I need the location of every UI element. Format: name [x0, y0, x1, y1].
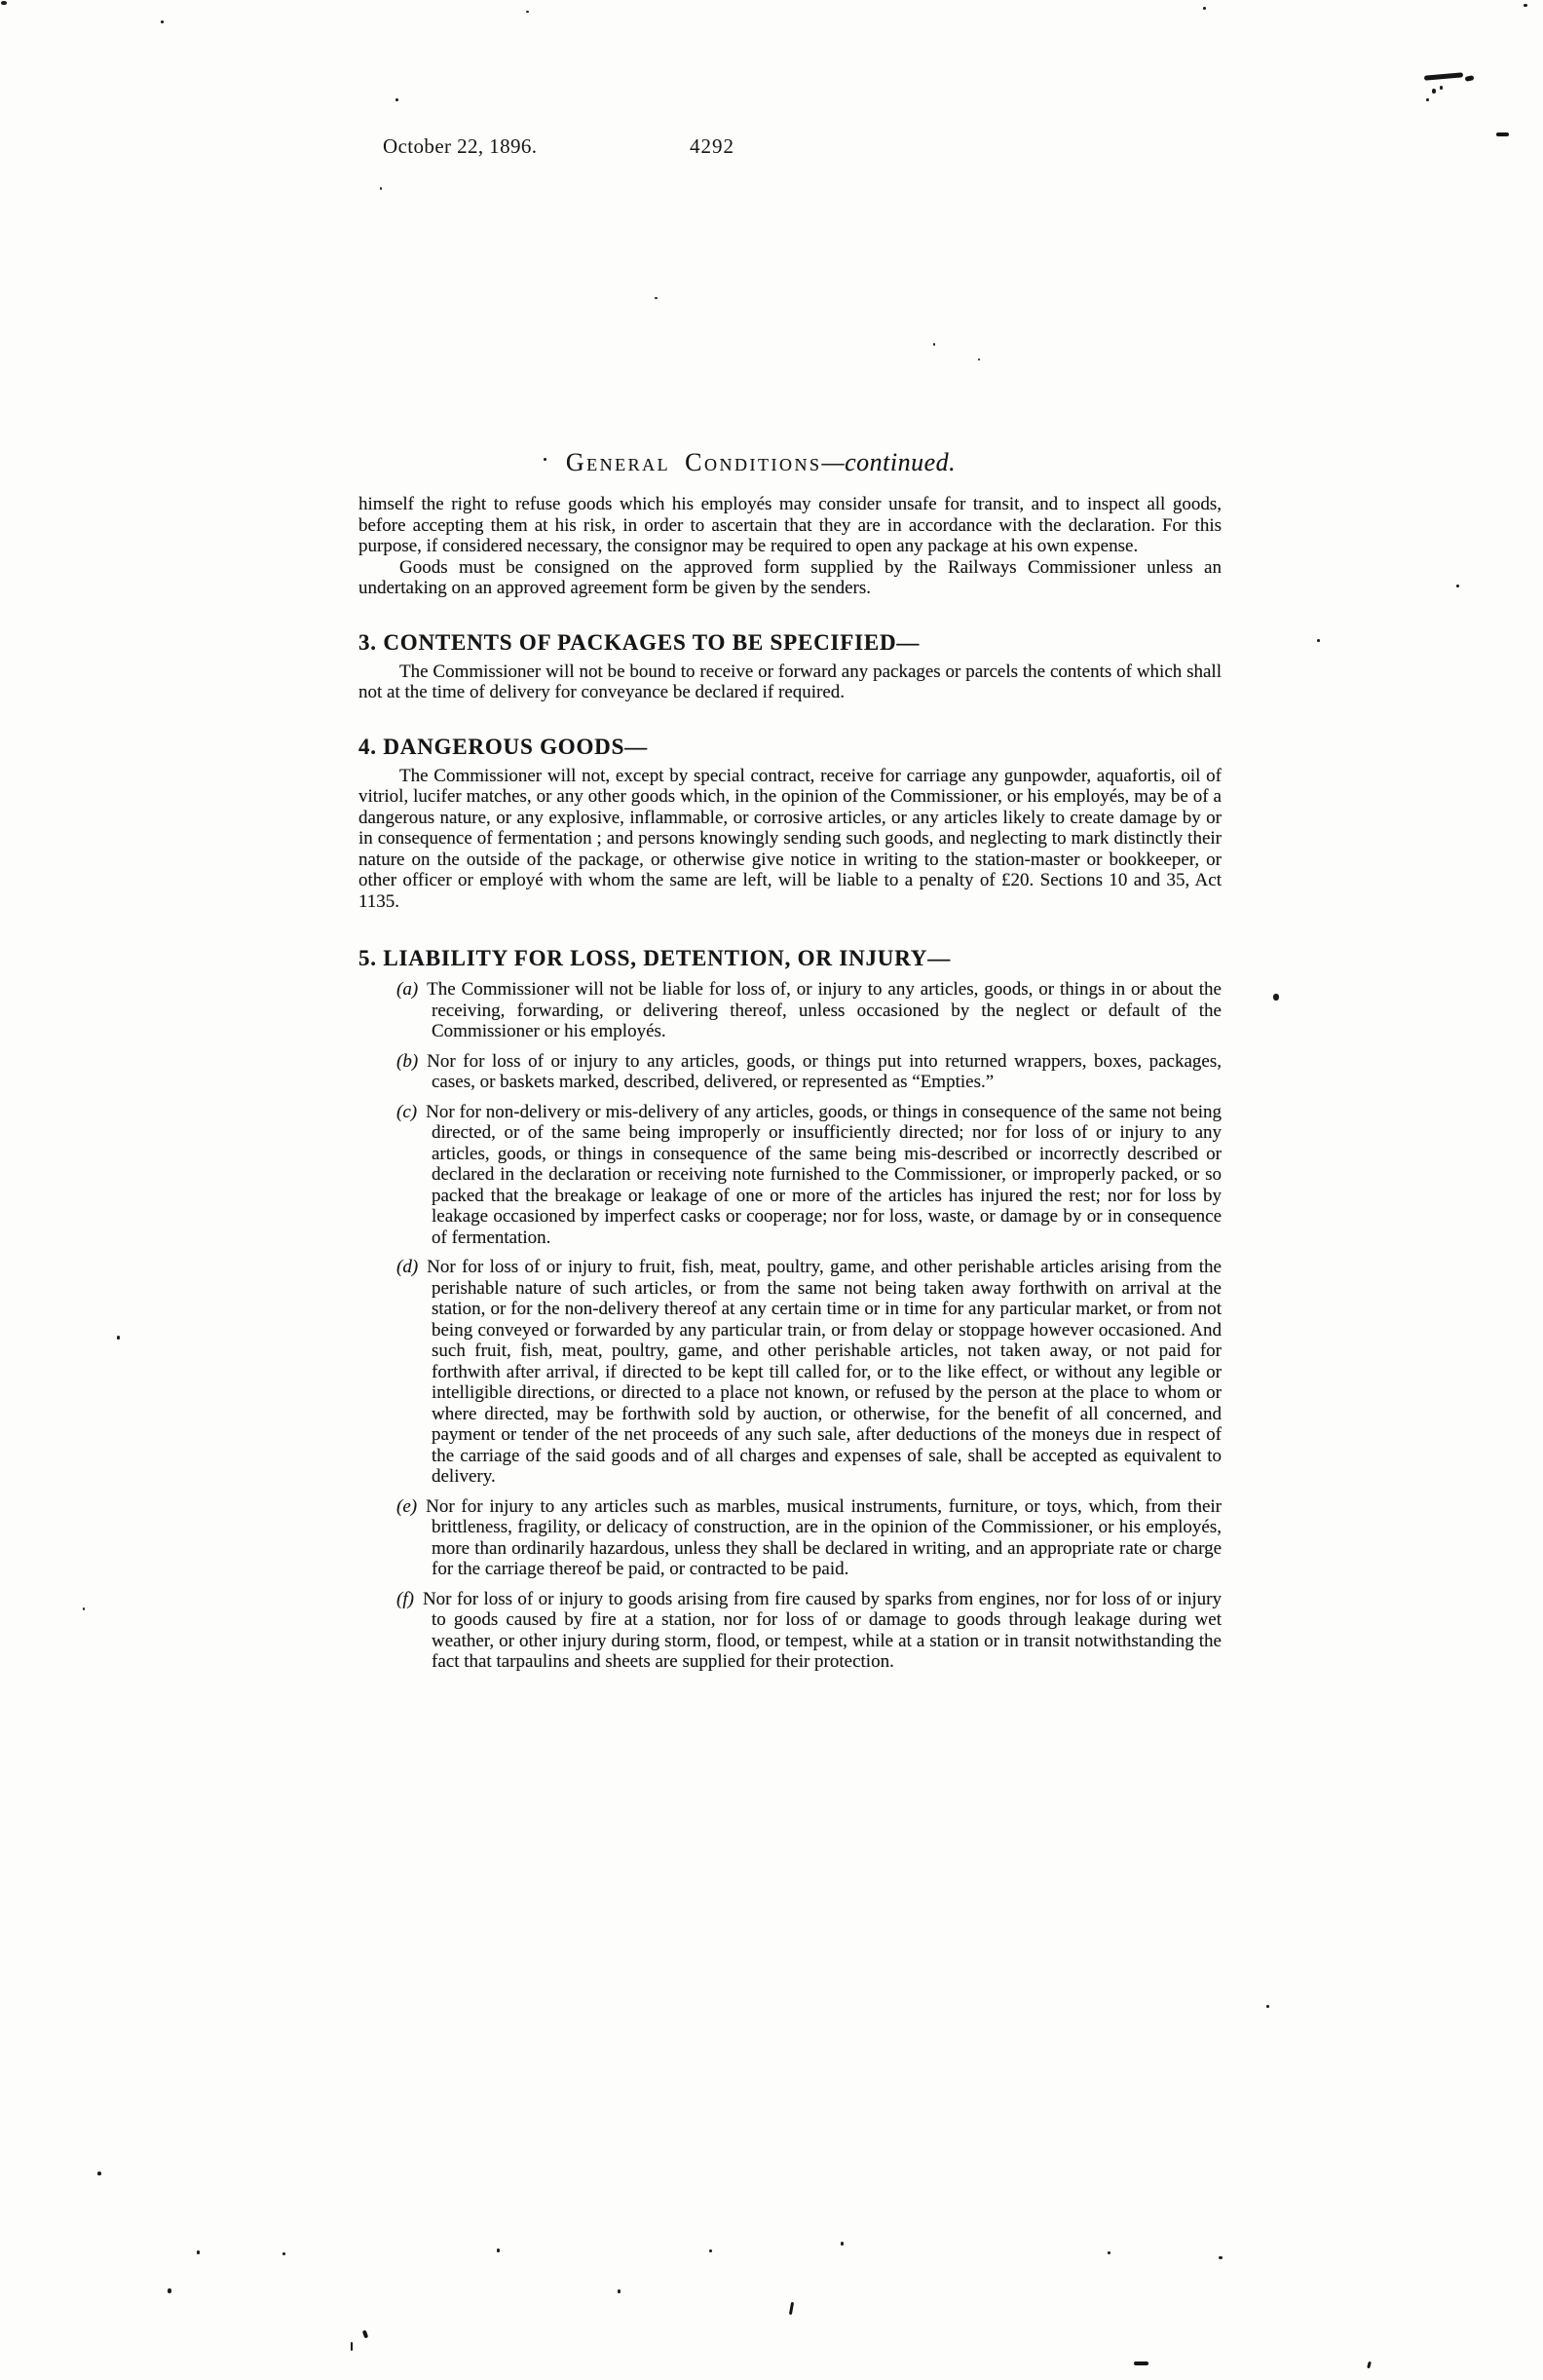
ink-speck: [97, 2172, 101, 2175]
clause-f: [358, 1589, 1222, 1673]
ink-speck: [1432, 89, 1436, 94]
clause-f-label: (f): [396, 1588, 414, 1609]
clause-e: [358, 1496, 1222, 1580]
clause-c-label: (c): [396, 1101, 418, 1122]
section3-body: The Commissioner will not be bound to receive or forward any packages or parcels the contents of which shall not at the time of delivery for conveyance be declared if required.: [358, 661, 1222, 702]
clause-f-text: Nor for loss of or injury to goods arising from fire caused by sparks from engines, nor for loss of or injury to goods caused by fire at a station, nor for loss of or damage to goods through leakage during wet weather, or other injury during storm, flood, or tempest, while at a station or in transit notwithstanding the fact that tarpaulins and sheets are supplied for their protection.: [422, 1588, 1222, 1672]
title-continued: —continued.: [821, 448, 957, 476]
ink-speck: [978, 359, 980, 360]
ink-speck: [1134, 2361, 1148, 2365]
heading-dangerous-goods: 4. DANGEROUS GOODS—: [358, 734, 648, 759]
title-general-conditions: General Conditions: [565, 448, 822, 476]
ink-speck: [161, 20, 164, 23]
ink-speck: [1456, 585, 1459, 587]
ink-speck: [168, 2288, 171, 2293]
ink-speck: [709, 2249, 712, 2252]
ink-speck: [1496, 132, 1509, 136]
clause-a-label: (a): [396, 979, 419, 1000]
clause-b-label: (b): [396, 1050, 419, 1072]
ink-speck: [1203, 7, 1206, 10]
ink-speck: [380, 187, 382, 190]
ink-speck: [841, 2242, 844, 2246]
ink-speck: [1317, 639, 1320, 642]
ink-speck: [1367, 2361, 1372, 2369]
intro-paragraph-continuation: himself the right to refuse goods which his employés may consider unsafe for transit, and to inspect all goods, before accepting them at his risk, in order to ascertain that they are in accordance with the declaration. For this purpose, if considered necessary, the consignor may be required to open any package at his own expense.: [358, 494, 1222, 556]
ink-speck: [1108, 2251, 1110, 2254]
ink-speck: [117, 1336, 120, 1340]
clause-d: [358, 1257, 1222, 1488]
clause-b-text: Nor for loss of or injury to any articles, goods, or things put into returned wrappers, boxes, packages, cases, or baskets marked, described, delivered, or represented as “Empties.”: [427, 1050, 1222, 1092]
clause-d-text: Nor for loss of or injury to fruit, fish, meat, poultry, game, and other perishable articles arising from the perishable nature of such articles, or from the same not being taken away forthwith on arrival at the station, or for the non-delivery thereof at any certain time or in time for any particular market, or from not being conveyed or forwarded by any particular train, or from delay or stoppage however occasioned. And such fruit, fish, meat, poultry, game, and other perishable articles, not taken away, or not paid for forthwith after arrival, if directed to be kept till called for, or to the like effect, or without any legible or intelligible directions, or directed to a place not known, or refused by the person at the place to whom or where directed, may be forthwith sold by auction, or otherwise, for the benefit of all concerned, and payment or tender of the net proceeds of any such sale, after deductions of the moneys due in respect of the carriage of the said goods and of all charges and expenses of sale, shall be accepted as equivalent to delivery.: [427, 1257, 1222, 1487]
ink-smudge: [1465, 75, 1475, 82]
intro-paragraph-consignment: Goods must be consigned on the approved form supplied by the Railways Commissioner unless an undertaking on an approved agreement form be given by the senders.: [358, 556, 1222, 598]
content-column: [358, 448, 1222, 1673]
clause-a-text: The Commissioner will not be liable for loss of, or injury to any articles, goods, or things in or about the receiving, forwarding, or delivering thereof, unless occasioned by the neglect or default of the Commissioner or his employés.: [427, 979, 1222, 1041]
ink-speck: [497, 2248, 500, 2252]
heading-contents-of-packages: 3. CONTENTS OF PACKAGES TO BE SPECIFIED—: [358, 629, 921, 655]
ink-speck: [1219, 2256, 1223, 2259]
clause-b: [358, 1051, 1222, 1093]
ink-speck: [351, 2342, 353, 2351]
ink-speck: [1, 1, 7, 5]
ink-speck: [1266, 2005, 1269, 2008]
ink-smudge: [1424, 72, 1463, 80]
ink-speck: [1524, 4, 1527, 7]
ink-speck: [789, 2302, 794, 2315]
ink-speck: [933, 343, 935, 346]
ink-speck: [1426, 98, 1429, 101]
clause-c: [358, 1102, 1222, 1249]
clause-e-text: Nor for injury to any articles such as marbles, musical instruments, furniture, or toys, which, from their brittleness, fragility, or delicacy of construction, are in the opinion of the Commissioner, or his employés, more than ordinarily hazardous, unless they shall be declared in writing, and an appropriate rate or charge for the carriage thereof be paid, or contracted to be paid.: [426, 1495, 1222, 1579]
ink-speck: [282, 2252, 285, 2255]
ink-speck: [83, 1607, 85, 1610]
ink-speck: [526, 11, 529, 13]
ink-speck: [655, 297, 658, 299]
clause-e-label: (e): [396, 1495, 418, 1517]
issue-date: October 22, 1896.: [383, 134, 538, 158]
ink-speck: [395, 98, 398, 101]
document-title: [358, 448, 1163, 477]
clause-d-label: (d): [396, 1257, 419, 1277]
ink-speck: [1440, 86, 1443, 90]
page-number: 4292: [690, 134, 734, 158]
clause-c-text: Nor for non-delivery or mis-delivery of any articles, goods, or things in consequence of the same not being directed, or of the same being improperly or insufficiently directed; nor for loss of or injury to any articles, goods, or things in consequence of the same being mis-described or incorrectly described or declared in the declaration or receiving note furnished to the Commissioner, or improperly packed, or so packed that the breakage or leakage of one or more of the articles has injured the rest; nor for loss by leakage occasioned by imperfect casks or cooperage; nor for loss, waste, or damage by or in consequence of fermentation.: [426, 1101, 1222, 1248]
ink-speck: [197, 2250, 200, 2254]
ink-speck: [362, 2330, 368, 2339]
clause-a: [358, 979, 1222, 1042]
ink-speck: [544, 458, 546, 461]
ink-speck: [618, 2289, 621, 2293]
ink-speck: [1273, 994, 1279, 1001]
section4-body: The Commissioner will not, except by special contract, receive for carriage any gunpowder, aquafortis, oil of vitriol, lucifer matches, or any other goods which, in the opinion of the Commissioner, or his employés, may be of a dangerous nature, or any explosive, inflammable, or corrosive articles, or any articles likely to create damage by or in consequence of fermentation ; and persons knowingly sending such goods, and neglecting to mark distinctly their nature on the outside of the package, or otherwise give notice in writing to the station-master or bookkeeper, or other officer or employé with whom the same are left, will be liable to a penalty of £20. Sections 10 and 35, Act 1135.: [358, 765, 1222, 912]
heading-liability: 5. LIABILITY FOR LOSS, DETENTION, OR INJURY—: [358, 946, 952, 970]
